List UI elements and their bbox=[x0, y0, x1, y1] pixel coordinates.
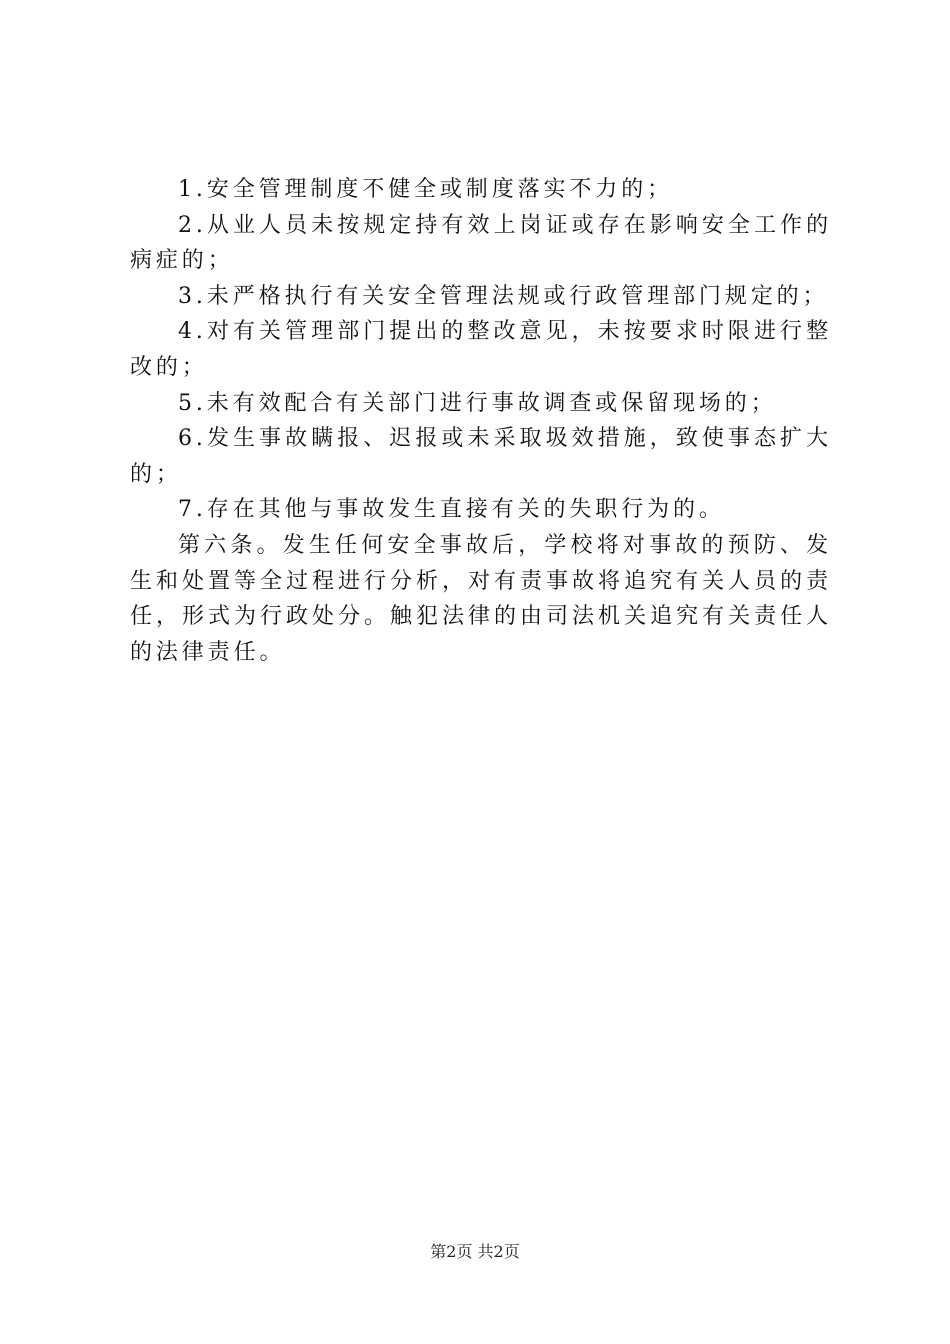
page-number: 第2页 共2页 bbox=[430, 1242, 520, 1261]
list-item-7: 7.存在其他与事故发生直接有关的失职行为的。 bbox=[178, 497, 725, 523]
list-item-6: 6.发生事故瞒报、迟报或未采取圾效措施，致使事态扩大的； bbox=[130, 426, 832, 487]
list-item-2: 2.从业人员未按规定持有效上岗证或存在影响安全工作的病症的； bbox=[130, 212, 832, 274]
page-footer bbox=[0, 1240, 950, 1264]
list-item-4: 4.对有关管理部门提出的整改意见，未按要求时限进行整改的； bbox=[130, 319, 832, 380]
list-item-3: 3.未严格执行有关安全管理法规或行政管理部门规定的； bbox=[178, 283, 829, 309]
document-body bbox=[130, 172, 832, 670]
article-six-paragraph: 第六条。发生任何安全事故后，学校将对事故的预防、发生和处置等全过程进行分析，对有责事故将追究有关人员的责任，形式为行政处分。触犯法律的由司法机关追究有关责任人的法律责任。 bbox=[130, 532, 832, 665]
list-item-1: 1.安全管理制度不健全或制度落实不力的； bbox=[178, 177, 673, 202]
list-item-5: 5.未有效配合有关部门进行事故调查或保留现场的； bbox=[178, 390, 777, 416]
